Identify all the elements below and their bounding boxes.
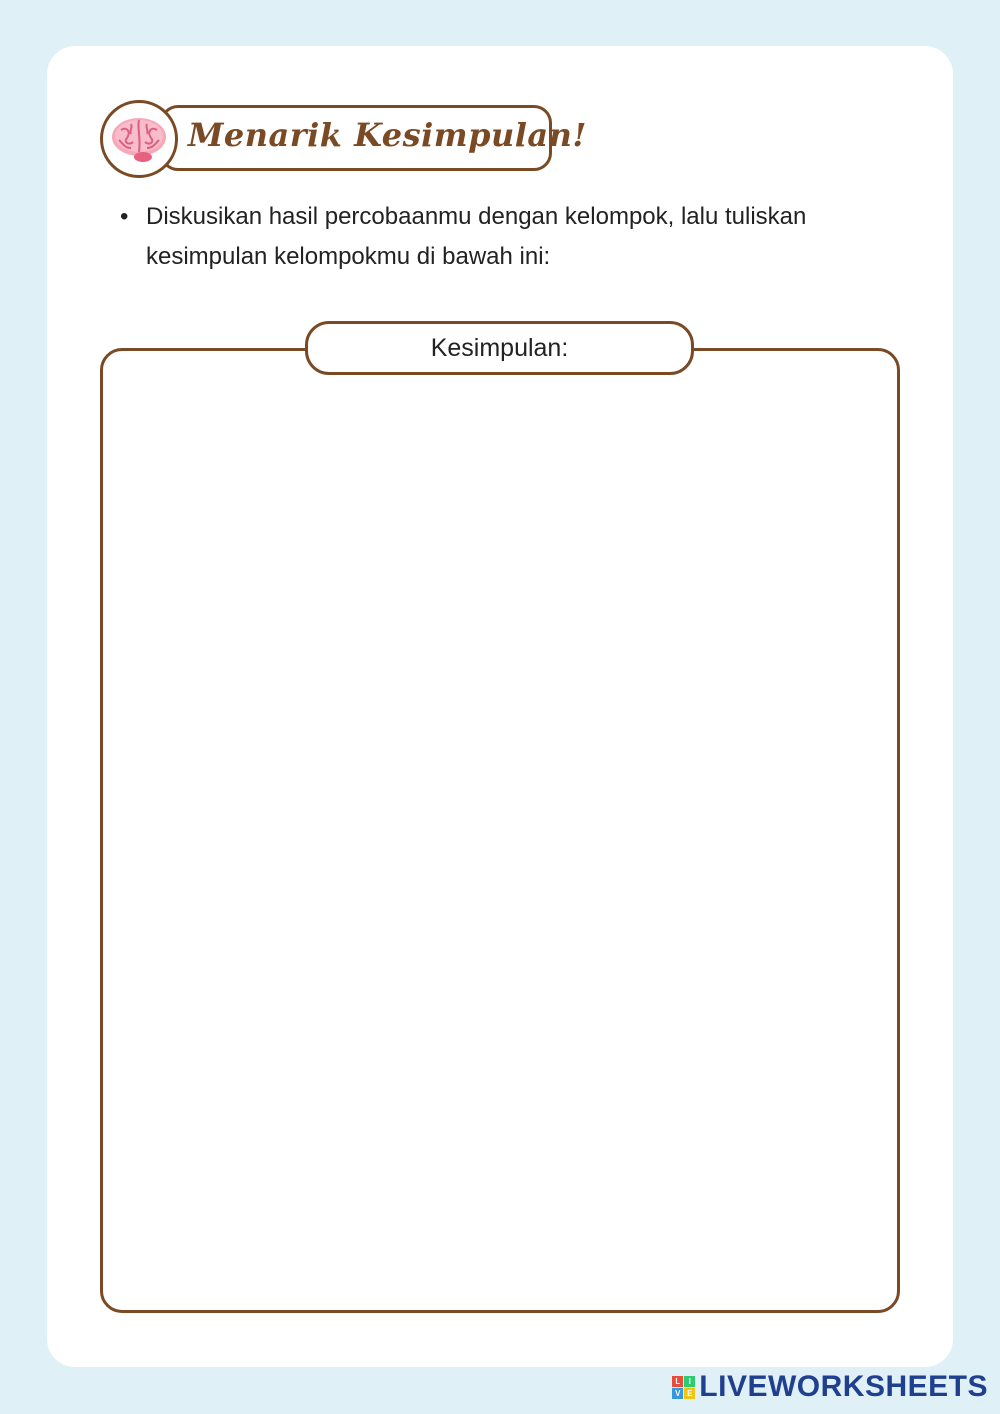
logo-letter-v: V: [672, 1388, 683, 1399]
instruction-text: Diskusikan hasil percobaanmu dengan kelompok, lalu tuliskan kesimpulan kelompokmu di bawah ini:: [146, 203, 807, 270]
brain-icon-badge: [100, 100, 178, 178]
conclusion-label: Kesimpulan:: [305, 321, 694, 375]
conclusion-answer-box[interactable]: [100, 348, 900, 1313]
bullet-marker: •: [120, 203, 129, 230]
brain-icon: [109, 112, 169, 168]
page-title: Menarik Kesimpulan!: [188, 116, 587, 154]
brand-name: LIVEWORKSHEETS: [699, 1370, 988, 1403]
logo-letter-e: E: [684, 1388, 695, 1399]
logo-letter-i: I: [684, 1376, 695, 1387]
brand-logo-icon: [672, 1376, 695, 1399]
logo-letter-l: L: [672, 1376, 683, 1387]
liveworksheets-logo: [672, 1370, 988, 1404]
